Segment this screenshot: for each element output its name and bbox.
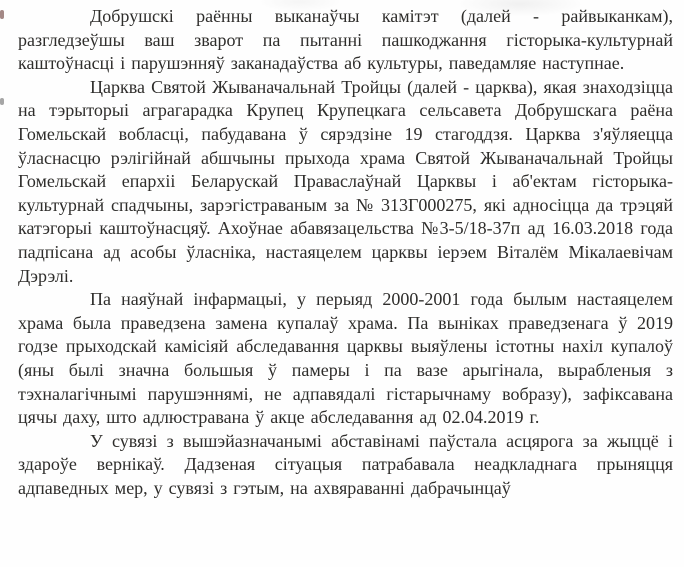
scan-artifact [0,10,4,19]
paragraph-inspection-findings: Па наяўнай інфармацыі, у перыяд 2000-2001 года былым настаяцелем храма была праведзена замена купалаў храма. Па выніках праведзенага ў 2019 годзе прыходскай камісіяй абследавання царквы выяўлены істотны нахіл купалоў (яны былі значна большыя ў памеры і па вазе арыгінала, вырабленыя з тэхналагічнымі парушэннямі, не адпавядалі гістарычнаму вобразу), зафіксавана цячы даху, што адлюстравана ў акце абследавання ад 02.04.2019 г. [18,289,673,428]
paragraph-church-description: Царква Святой Жываначальнай Тройцы (далей - царква), якая знаходзіцца на тэрыторыі аграгарадка Крупец Крупецкага сельсавета Добрушскага раёна Гомельскай вобласці, пабудавана ў сярэдзіне 19 стагоддзя. Царква з'яўляецца ўласнасцю рэлігійнай абшчыны прыхода храма Святой Жываначальнай Тройцы Гомельскай епархіі Беларускай Праваслаўнай Царквы і аб'ектам гісторыка-культурнай спадчыны, зарэгістраваным за № 313Г000275, які адносіцца да трэцяй катэгорыі каштоўнасцяў. Ахоўнае абавязацельства №3-5/18-37п ад 16.03.2018 года падпісана ад асобы ўласніка, настаяцелем царквы іерэем Віталём Мікалаевічам Дэрэлі. [18,76,673,286]
scan-artifact [0,98,4,105]
paragraph-intro: Добрушскі раённы выканаўчы камітэт (далей - райвыканкам), разгледзеўшы ваш зварот па пытанні пашкоджання гісторыка-культурнай каштоўнасці і парушэнняў заканадаўства аб культуры, паведамляе наступнае. [18,6,673,74]
paragraph-conclusion: У сувязі з вышэйазначанымі абставінамі паўстала асцярога за жыццё і здароўе вернікаў. Дадзеная сітуацыя патрабавала неадкладнага прыняцця адпаведных мер, у сувязі з гэтым, на ахвяраванні дабрачынцаў [18,430,673,498]
